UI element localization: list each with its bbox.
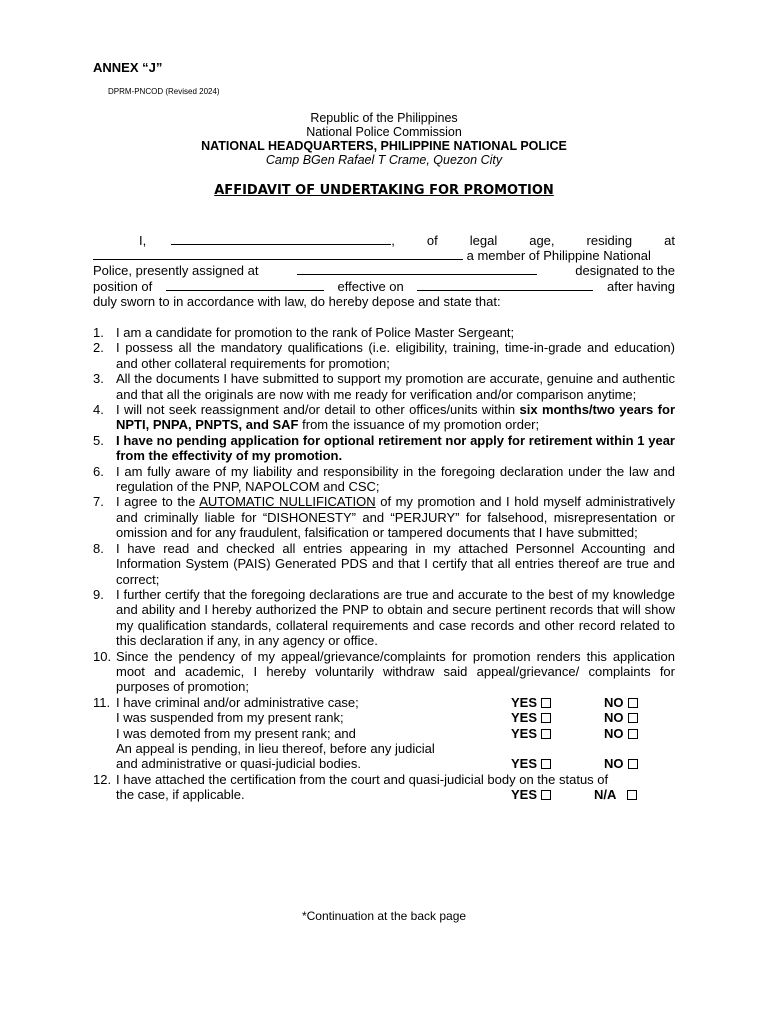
- no-option[interactable]: NO: [604, 756, 638, 771]
- intro-word: residing: [586, 233, 633, 248]
- question-criminal-case: I have criminal and/or administrative case;: [116, 694, 359, 710]
- intro-text: effective on: [337, 279, 404, 294]
- yes-checkbox[interactable]: [541, 729, 551, 739]
- item-number: 12.: [93, 771, 112, 787]
- item-text: All the documents I have submitted to support my promotion are accurate, genuine and authentic and that all the originals are now with me ready for verification and/or comparison anytime;: [116, 371, 675, 402]
- yes-option[interactable]: YES: [511, 695, 551, 710]
- yes-option[interactable]: YES: [511, 787, 551, 802]
- item-number: 4.: [93, 402, 104, 418]
- item-text: I am a candidate for promotion to the rank of Police Master Sergeant;: [116, 325, 515, 340]
- intro-line-1: [93, 233, 675, 248]
- intro-line-3: [93, 263, 675, 278]
- item-text: I am fully aware of my liability and responsibility in the foregoing declaration under the law and regulation of the PNP, NAPOLCOM and CSC;: [116, 463, 675, 495]
- yes-option[interactable]: YES: [511, 710, 551, 725]
- list-item: [93, 772, 675, 803]
- yes-checkbox[interactable]: [541, 790, 551, 800]
- undertaking-list: [93, 325, 675, 802]
- item-text: I have no pending application for optional retirement nor apply for retirement within 1 year from the effectivity of my promotion.: [116, 432, 675, 464]
- position-blank[interactable]: [166, 279, 324, 291]
- item-number: 11.: [93, 694, 111, 710]
- question-appeal-line-1: An appeal is pending, in lieu thereof, before any judicial: [116, 740, 435, 756]
- item-text: [116, 695, 675, 772]
- intro-word: age,: [529, 233, 555, 248]
- intro-text: designated to the: [575, 263, 675, 278]
- header-address: Camp BGen Rafael T Crame, Quezon City: [265, 153, 503, 167]
- intro-text: a member of Philippine National: [466, 248, 651, 263]
- no-checkbox[interactable]: [628, 729, 638, 739]
- item-number: 2.: [93, 340, 104, 356]
- list-item: [93, 587, 675, 649]
- item-text: I have read and checked all entries appearing in my attached Personnel Accounting and Information System (PAIS) Generated PDS and that I certify that all entries thereof are true and correct;: [116, 540, 675, 587]
- item-text: I further certify that the foregoing declarations are true and accurate to the best of my knowledge and ability and I hereby authorized the PNP to obtain and secure pertinent records that will show my qualification standards, collateral requirements and case records and other record related to this declaration if any, in any agency or office.: [116, 586, 675, 649]
- document-title: AFFIDAVIT OF UNDERTAKING FOR PROMOTION: [214, 183, 554, 198]
- question-suspended: I was suspended from my present rank;: [116, 710, 344, 726]
- intro-word: at: [664, 233, 675, 248]
- intro-text: position of: [93, 279, 153, 294]
- no-option[interactable]: NO: [604, 695, 638, 710]
- form-reference: DPRM-PNCOD (Revised 2024): [108, 87, 220, 96]
- header-republic: Republic of the Philippines: [310, 111, 458, 125]
- item-text: [116, 772, 675, 803]
- intro-word: I,: [139, 233, 147, 248]
- no-checkbox[interactable]: [628, 759, 638, 769]
- list-item: [93, 433, 675, 464]
- intro-text: after having: [607, 279, 675, 294]
- question-demoted: I was demoted from my present rank; and: [116, 725, 356, 741]
- list-item: [93, 464, 675, 495]
- list-item: [93, 340, 675, 371]
- effective-date-blank[interactable]: [417, 279, 593, 291]
- intro-word: of: [426, 233, 438, 248]
- yes-option[interactable]: YES: [511, 726, 551, 741]
- list-item: [93, 371, 675, 402]
- item-number: 5.: [93, 432, 104, 448]
- assignment-blank[interactable]: [297, 263, 537, 275]
- list-item: [93, 494, 675, 540]
- list-item: [93, 649, 675, 695]
- item-text: Since the pendency of my appeal/grievance/complaints for promotion renders this application moot and academic, I hereby voluntarily withdraw said appeal/grievance/ complaints for purposes of promotion;: [116, 648, 675, 695]
- certification-text: I have attached the certification from the court and quasi-judicial body on the status of: [116, 771, 609, 787]
- no-option[interactable]: NO: [604, 710, 638, 725]
- item-number: 1.: [93, 325, 104, 340]
- item-number: 9.: [93, 586, 104, 602]
- list-item: [93, 695, 675, 772]
- na-checkbox[interactable]: [627, 790, 637, 800]
- item-text: I agree to the AUTOMATIC NULLIFICATION of my promotion and I hold myself administratively and criminally liable for “DISHONESTY” and “PERJURY” for falsehood, misrepresentation or omission and for any fraudulent, falsification or tampered documents that I have submitted;: [116, 494, 675, 541]
- item-number: 10.: [93, 648, 112, 664]
- intro-text: Police, presently assigned at: [93, 263, 259, 278]
- no-checkbox[interactable]: [628, 698, 638, 708]
- header-napolcom: National Police Commission: [306, 125, 462, 139]
- intro-word: legal: [469, 233, 498, 248]
- yes-checkbox[interactable]: [541, 698, 551, 708]
- no-checkbox[interactable]: [628, 713, 638, 723]
- intro-word: ,: [391, 233, 395, 248]
- residence-blank[interactable]: [93, 248, 463, 260]
- item-text: I possess all the mandatory qualifications (i.e. eligibility, training, time-in-grade and education) and other collateral requirements for promotion;: [116, 340, 675, 371]
- list-item: [93, 325, 675, 340]
- certification-text: the case, if applicable.: [116, 787, 245, 803]
- yes-checkbox[interactable]: [541, 713, 551, 723]
- list-item: [93, 402, 675, 433]
- yes-option[interactable]: YES: [511, 756, 551, 771]
- no-option[interactable]: NO: [604, 726, 638, 741]
- intro-line-2: [93, 248, 675, 263]
- annex-label: ANNEX “J”: [93, 60, 163, 75]
- item-number: 6.: [93, 463, 104, 479]
- yes-checkbox[interactable]: [541, 759, 551, 769]
- name-blank[interactable]: [171, 233, 391, 245]
- item-text: I will not seek reassignment and/or detail to other offices/units within six months/two years for NPTI, PNPA, PNPTS, and SAF from the issuance of my promotion order;: [116, 402, 675, 433]
- item-number: 7.: [93, 494, 104, 510]
- question-appeal-line-2: and administrative or quasi-judicial bodies.: [116, 756, 361, 772]
- list-item: [93, 541, 675, 587]
- item-number: 3.: [93, 371, 104, 387]
- continuation-note: *Continuation at the back page: [301, 909, 467, 923]
- intro-line-4: [93, 279, 675, 294]
- header-pnp: NATIONAL HEADQUARTERS, PHILIPPINE NATIONAL POLICE: [201, 139, 567, 153]
- na-option[interactable]: N/A: [594, 787, 637, 802]
- intro-line-5: duly sworn to in accordance with law, do hereby depose and state that:: [93, 294, 501, 309]
- item-number: 8.: [93, 540, 104, 556]
